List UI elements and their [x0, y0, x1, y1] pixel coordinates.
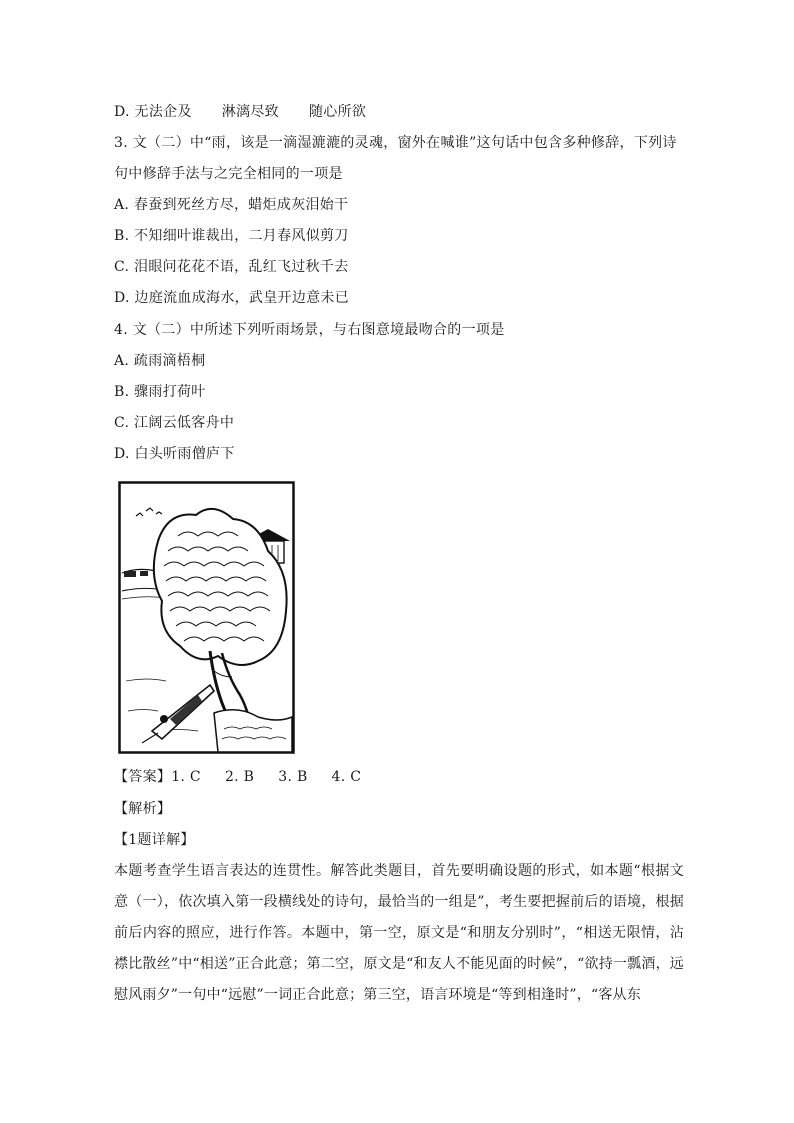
answer-item: 2. B — [224, 769, 255, 785]
q3-stem-line1: 3. 文（二）中“雨，该是一滴湿漉漉的灵魂，窗外在喊谁”这句话中包含多种修辞，下列诗 — [114, 135, 677, 151]
q4-option-c: C. 江阔云低客舟中 — [114, 415, 235, 431]
woodcut-illustration — [118, 481, 295, 754]
answer-label: 【答案】 — [114, 769, 172, 785]
q4-option-d: D. 白头听雨僧庐下 — [114, 446, 235, 462]
q2-option-d — [114, 102, 684, 122]
option-item: 随心所欲 — [308, 104, 367, 120]
q4-option-b: B. 骤雨打荷叶 — [114, 384, 206, 400]
analysis-label: 【解析】 — [114, 801, 172, 817]
q4-option-a: A. 疏雨滴梧桐 — [114, 353, 206, 369]
answer-line — [114, 767, 684, 787]
q3-option-a: A. 春蚕到死丝方尽，蜡炬成灰泪始干 — [114, 197, 349, 213]
q3-option-c: C. 泪眼问花花不语，乱红飞过秋千去 — [114, 259, 349, 275]
detail-label: 【1题详解】 — [114, 832, 195, 848]
answer-item: 1. C — [171, 769, 201, 785]
option-item: 淋漓尽致 — [221, 104, 279, 120]
q4-stem: 4. 文（二）中所述下列听雨场景，与右图意境最吻合的一项是 — [114, 322, 505, 338]
q3-option-d: D. 边庭流血成海水，武皇开边意未已 — [114, 290, 350, 306]
landscape-boat-tree-icon — [118, 481, 295, 754]
q3-option-b: B. 不知细叶谁裁出，二月春风似剪刀 — [114, 228, 349, 244]
option-item: 无法企及 — [134, 104, 192, 120]
answer-item: 3. B — [278, 769, 308, 785]
analysis-paragraph: 本题考查学生语言表达的连贯性。解答此类题目，首先要明确设题的形式，如本题“根据文意（一），依次填入第一段横线处的诗句，最恰当的一组是”，考生要把握前后的语境，根据前后内容的照应，进行作答。本题中，第一空，原文是“和朋友分别时”，“相送无限情，沾襟比散丝”中“相送”正合此意；第二空，原文是“和友人不能见面的时候”，“欲持一瓢酒，远慰风雨夕”一句中“远慰”一词正合此意；第三空，语言环境是“等到相逢时”，“客从东 — [114, 863, 684, 1003]
option-label: D. — [114, 104, 130, 120]
answer-item: 4. C — [331, 769, 362, 785]
q3-stem-line2: 句中修辞手法与之完全相同的一项是 — [114, 166, 343, 182]
